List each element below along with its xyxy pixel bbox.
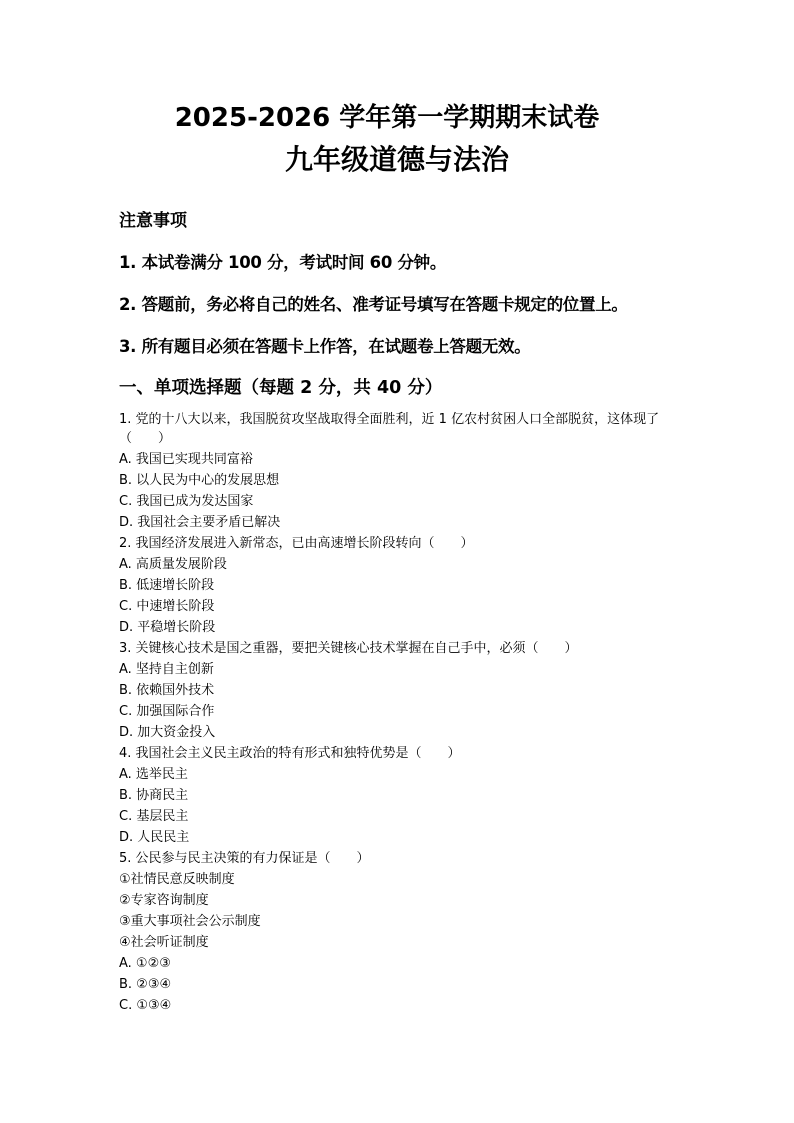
question-5-option-b: B. ②③④ [119,977,172,992]
exam-title-year: 2025-2026 学年第一学期期末试卷 [174,103,600,133]
question-4-option-d: D. 人民民主 [119,830,190,845]
question-5-option-c: C. ①③④ [119,998,172,1013]
question-5-statement-2: ②专家咨询制度 [119,893,209,908]
question-1-option-a: A. 我国已实现共同富裕 [119,452,253,467]
exam-title [0,100,794,180]
question-2-option-d: D. 平稳增长阶段 [119,620,216,635]
question-5-option-a: A. ①②③ [119,956,171,971]
notice-item-1: 1. 本试卷满分 100 分，考试时间 60 分钟。 [119,253,447,272]
question-1-option-c: C. 我国已成为发达国家 [119,494,254,509]
question-4-option-b: B. 协商民主 [119,788,189,803]
question-4-stem: 4. 我国社会主义民主政治的特有形式和独特优势是（ ） [119,746,461,761]
question-3-option-a: A. 坚持自主创新 [119,662,214,677]
question-1-option-d: D. 我国社会主要矛盾已解决 [119,515,281,530]
notice-heading: 注意事项 [119,211,187,231]
question-4-option-a: A. 选举民主 [119,767,188,782]
question-3-option-d: D. 加大资金投入 [119,725,216,740]
notice-section [119,208,689,376]
question-2-option-b: B. 低速增长阶段 [119,578,215,593]
question-5-statement-4: ④社会听证制度 [119,935,209,950]
exam-title-subject: 九年级道德与法治 [284,143,509,176]
notice-item-3: 3. 所有题目必须在答题卡上作答，在试题卷上答题无效。 [119,337,531,356]
question-5-stem: 5. 公民参与民主决策的有力保证是（ ） [119,851,370,866]
question-5-statement-3: ③重大事项社会公示制度 [119,914,261,929]
question-3-option-b: B. 依赖国外技术 [119,683,215,698]
question-5-statement-1: ①社情民意反映制度 [119,872,235,887]
question-2-option-c: C. 中速增长阶段 [119,599,215,614]
notice-item-2: 2. 答题前，务必将自己的姓名、准考证号填写在答题卡规定的位置上。 [119,295,628,314]
question-list [119,410,681,1017]
question-4-option-c: C. 基层民主 [119,809,189,824]
question-2-option-a: A. 高质量发展阶段 [119,557,227,572]
question-1-option-b: B. 以人民为中心的发展思想 [119,473,280,488]
section-heading-single-choice: 一、单项选择题（每题 2 分，共 40 分） [119,378,443,398]
question-3-option-c: C. 加强国际合作 [119,704,215,719]
question-3-stem: 3. 关键核心技术是国之重器，要把关键核心技术掌握在自己手中，必须（ ） [119,641,578,656]
question-1-stem: 1. 党的十八大以来，我国脱贫攻坚战取得全面胜利，近 1 亿农村贫困人口全部脱贫，这体现了（ ） [119,412,660,446]
question-2-stem: 2. 我国经济发展进入新常态，已由高速增长阶段转向（ ） [119,536,474,551]
